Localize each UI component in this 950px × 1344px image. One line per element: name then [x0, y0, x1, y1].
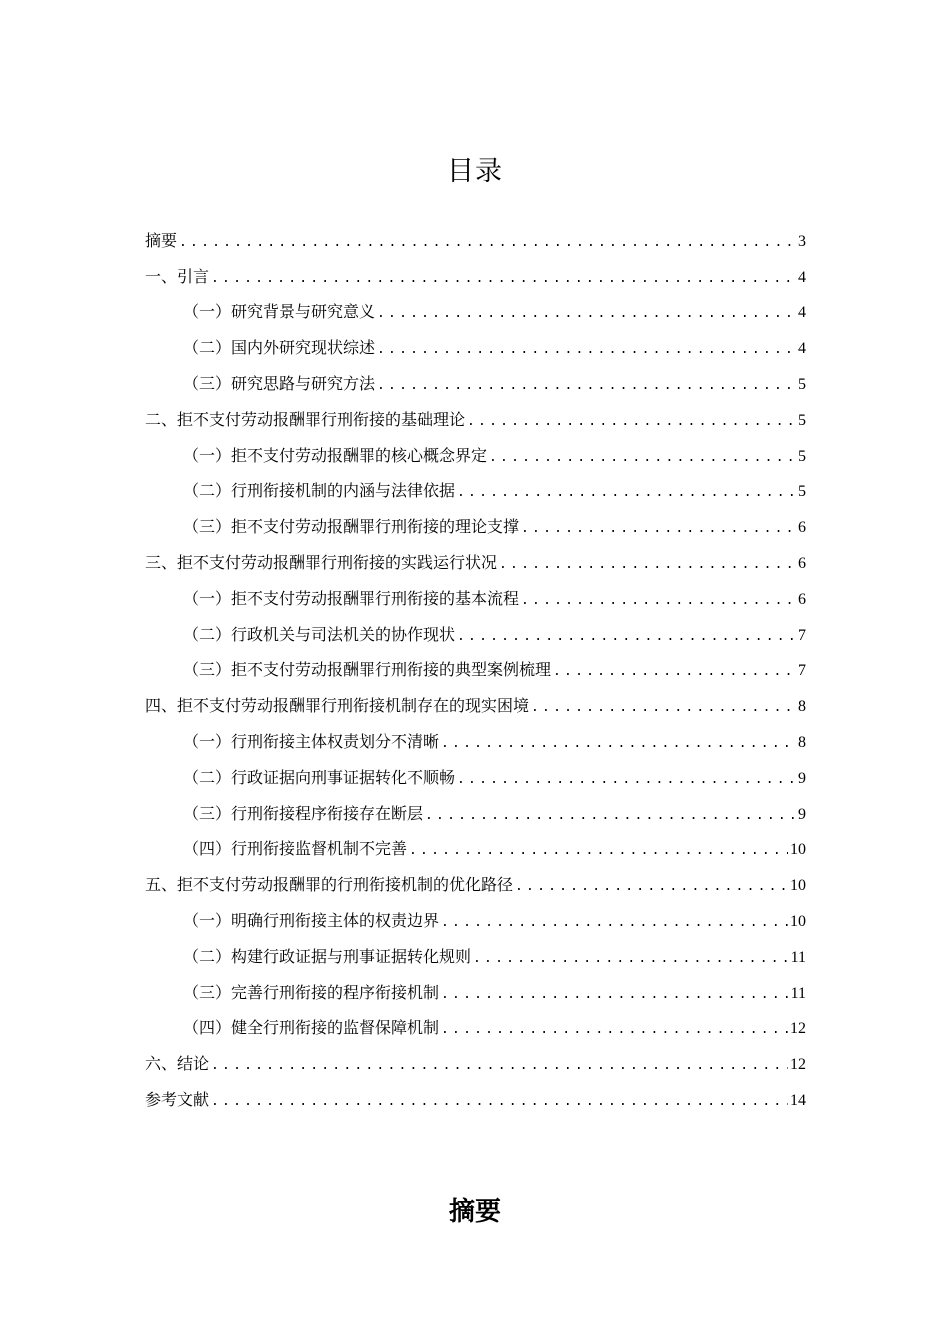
toc-dot-leader [441, 1022, 788, 1038]
toc-page-number: 12 [790, 1020, 806, 1038]
toc-entry[interactable] [145, 1081, 806, 1117]
toc-entry[interactable] [145, 329, 806, 365]
toc-entry[interactable] [145, 473, 806, 509]
toc-dot-leader [377, 306, 796, 322]
toc-entry[interactable] [145, 580, 806, 616]
toc-entry[interactable] [145, 544, 806, 580]
toc-page-number: 6 [798, 590, 806, 608]
toc-entry-text: 一、引言 [145, 266, 210, 286]
toc-entry-text: （三）拒不支付劳动报酬罪行刑衔接的理论支撑 [183, 517, 520, 537]
toc-page-number: 4 [798, 304, 806, 322]
toc-dot-leader [489, 450, 796, 466]
toc-entry[interactable] [145, 866, 806, 902]
toc-entry[interactable] [145, 437, 806, 473]
toc-page-number: 7 [798, 662, 806, 680]
toc-entry-text: 三、拒不支付劳动报酬罪行刑衔接的实践运行状况 [145, 552, 498, 572]
toc-entry-text: （一）拒不支付劳动报酬罪的核心概念界定 [183, 445, 488, 465]
toc-dot-leader [467, 414, 796, 430]
toc-page-number: 11 [790, 984, 806, 1002]
toc-entry-text: （二）行刑衔接机制的内涵与法律依据 [183, 481, 456, 501]
toc-entry[interactable] [145, 687, 806, 723]
toc-page-number: 14 [790, 1091, 806, 1109]
toc-dot-leader [377, 378, 796, 394]
toc-dot-leader [179, 235, 796, 251]
toc-dot-leader [441, 987, 789, 1003]
toc-page-number: 3 [798, 232, 806, 250]
toc-page-number: 6 [798, 554, 806, 572]
toc-entry-text: （三）拒不支付劳动报酬罪行刑衔接的典型案例梳理 [183, 660, 552, 680]
toc-dot-leader [521, 593, 796, 609]
toc-page-number: 4 [798, 340, 806, 358]
toc-dot-leader [211, 1058, 788, 1074]
toc-page-number: 11 [790, 948, 806, 966]
toc-entry[interactable] [145, 1010, 806, 1046]
toc-dot-leader [211, 271, 796, 287]
toc-entry[interactable] [145, 723, 806, 759]
toc-dot-leader [531, 700, 796, 716]
toc-entry-text: （一）研究背景与研究意义 [183, 302, 376, 322]
toc-entry-text: （二）国内外研究现状综述 [183, 338, 376, 358]
toc-page-number: 10 [790, 841, 806, 859]
toc-dot-leader [441, 736, 796, 752]
toc-dot-leader [499, 557, 796, 573]
toc-entry[interactable] [145, 652, 806, 688]
toc-entry-text: （一）拒不支付劳动报酬罪行刑衔接的基本流程 [183, 588, 520, 608]
toc-dot-leader [457, 485, 796, 501]
toc-entry-text: （二）行政证据向刑事证据转化不顺畅 [183, 767, 456, 787]
toc-entry-text: 参考文献 [145, 1089, 210, 1109]
toc-page-number: 10 [790, 912, 806, 930]
toc-entry-text: （四）健全行刑衔接的监督保障机制 [183, 1018, 440, 1038]
toc-dot-leader [457, 772, 796, 788]
toc-dot-leader [409, 843, 788, 859]
toc-dot-leader [473, 951, 789, 967]
toc-title: 目录 [447, 156, 503, 187]
toc-entry-text: 摘要 [145, 230, 178, 250]
toc-entry-text: （一）明确行刑衔接主体的权责边界 [183, 910, 440, 930]
toc-entry-text: （四）行刑衔接监督机制不完善 [183, 839, 408, 859]
toc-page-number: 10 [790, 877, 806, 895]
toc-entry-text: 四、拒不支付劳动报酬罪行刑衔接机制存在的现实困境 [145, 696, 530, 716]
toc-page-number: 9 [798, 769, 806, 787]
toc-dot-leader [457, 629, 796, 645]
toc-entry-text: （三）行刑衔接程序衔接存在断层 [183, 803, 424, 823]
toc-page-number: 6 [798, 519, 806, 537]
toc-entry[interactable] [145, 759, 806, 795]
toc-entry-text: （二）构建行政证据与刑事证据转化规则 [183, 946, 472, 966]
toc-entry-text: （二）行政机关与司法机关的协作现状 [183, 624, 456, 644]
toc-entry-text: （一）行刑衔接主体权责划分不清晰 [183, 731, 440, 751]
toc-entry-text: （三）完善行刑衔接的程序衔接机制 [183, 982, 440, 1002]
toc-entry-text: 二、拒不支付劳动报酬罪行刑衔接的基础理论 [145, 409, 466, 429]
toc-page-number: 12 [790, 1056, 806, 1074]
toc-entry[interactable] [145, 938, 806, 974]
toc-dot-leader [425, 808, 796, 824]
toc-entry-text: 六、结论 [145, 1054, 210, 1074]
toc-entry[interactable] [145, 974, 806, 1010]
toc-entry[interactable] [145, 831, 806, 867]
toc-entry-text: 五、拒不支付劳动报酬罪的行刑衔接机制的优化路径 [145, 875, 514, 895]
toc-page-number: 5 [798, 411, 806, 429]
toc-page-number: 8 [798, 733, 806, 751]
toc-page-number: 5 [798, 375, 806, 393]
toc-page-number: 8 [798, 698, 806, 716]
toc-entry[interactable] [145, 1045, 806, 1081]
toc-page-number: 4 [798, 268, 806, 286]
toc-entry[interactable] [145, 222, 806, 258]
abstract-heading: 摘要 [448, 1197, 501, 1227]
table-of-contents [145, 222, 806, 1117]
toc-entry[interactable] [145, 401, 806, 437]
toc-dot-leader [553, 664, 796, 680]
toc-page-number: 5 [798, 447, 806, 465]
toc-page-number: 9 [798, 805, 806, 823]
toc-page-number: 5 [798, 483, 806, 501]
toc-dot-leader [521, 521, 796, 537]
toc-entry[interactable] [145, 795, 806, 831]
toc-entry[interactable] [145, 508, 806, 544]
toc-entry[interactable] [145, 365, 806, 401]
toc-dot-leader [515, 879, 788, 895]
toc-dot-leader [441, 915, 788, 931]
toc-entry[interactable] [145, 294, 806, 330]
toc-dot-leader [377, 342, 796, 358]
toc-entry[interactable] [145, 258, 806, 294]
toc-dot-leader [211, 1094, 788, 1110]
toc-entry-text: （三）研究思路与研究方法 [183, 373, 376, 393]
toc-entry[interactable] [145, 902, 806, 938]
toc-entry[interactable] [145, 616, 806, 652]
toc-page-number: 7 [798, 626, 806, 644]
